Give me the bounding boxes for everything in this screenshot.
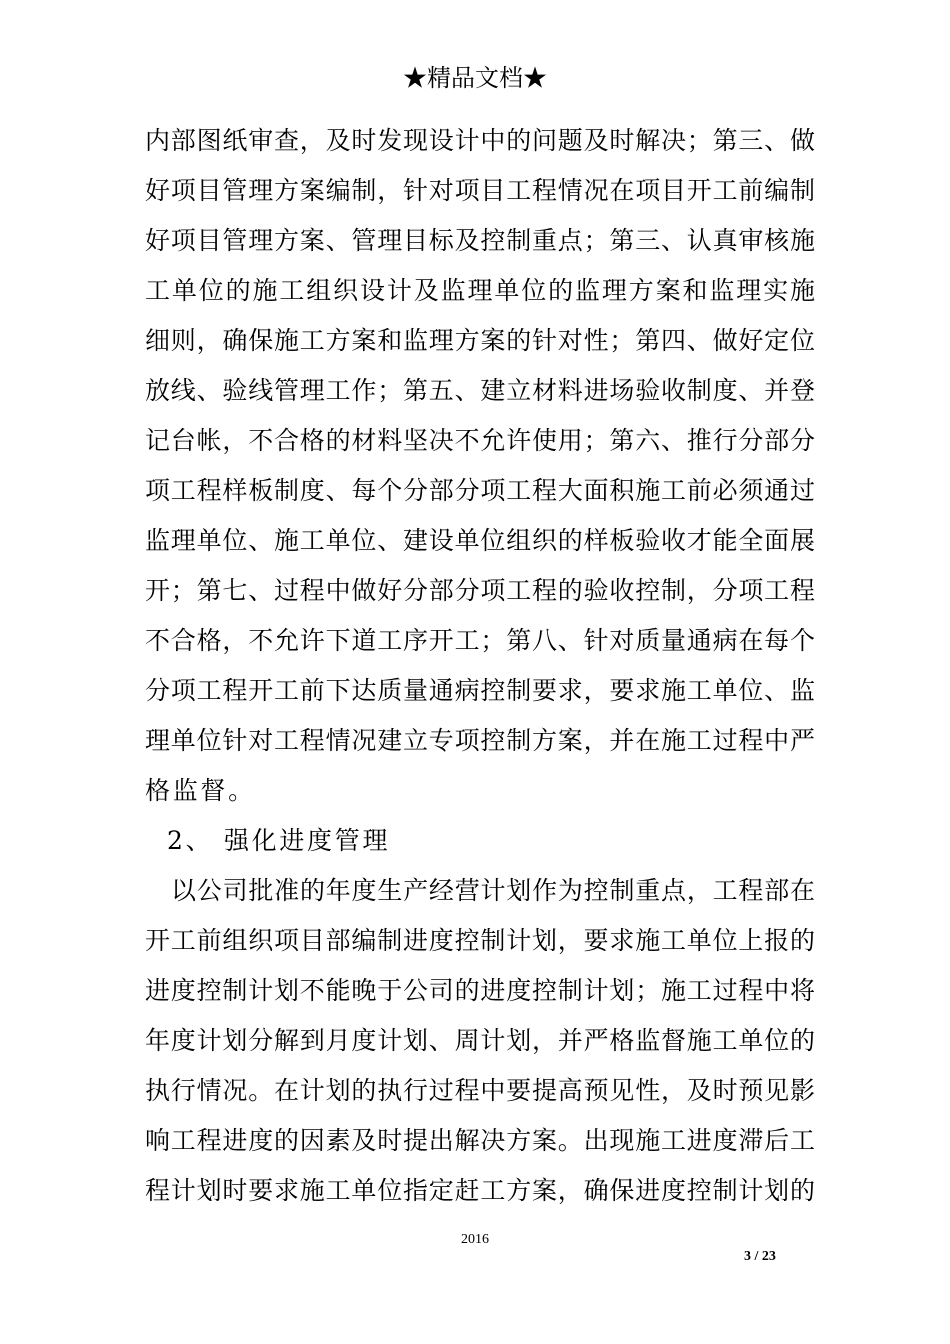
text-line: 放线、验线管理工作；第五、建立材料进场验收制度、并登	[145, 376, 815, 405]
document-body	[145, 116, 815, 1216]
text-line: 分项工程开工前下达质量通病控制要求，要求施工单位、监	[145, 676, 815, 705]
text-line: 开工前组织项目部编制进度控制计划，要求施工单位上报的	[145, 926, 815, 955]
text-line: 好项目管理方案编制，针对项目工程情况在项目开工前编制	[145, 176, 815, 205]
text-line: 内部图纸审查，及时发现设计中的问题及时解决；第三、做	[145, 126, 815, 155]
footer-year: 2016	[461, 1232, 489, 1247]
page-number: 3 / 23	[744, 1249, 776, 1264]
page-header-title: ★精品文档★	[403, 64, 547, 92]
text-line: 开；第七、过程中做好分部分项工程的验收控制，分项工程	[145, 576, 815, 605]
text-line: 程计划时要求施工单位指定赶工方案，确保进度控制计划的	[145, 1176, 815, 1205]
text-line: 理单位针对工程情况建立专项控制方案，并在施工过程中严	[145, 726, 815, 755]
text-line: 执行情况。在计划的执行过程中要提高预见性，及时预见影	[145, 1076, 815, 1105]
text-line: 监理单位、施工单位、建设单位组织的样板验收才能全面展	[145, 526, 815, 555]
text-line: 以公司批准的年度生产经营计划作为控制重点，工程部在	[171, 876, 815, 905]
text-line: 不合格，不允许下道工序开工；第八、针对质量通病在每个	[145, 626, 815, 655]
section-heading: 2、 强化进度管理	[167, 826, 391, 855]
text-line: 好项目管理方案、管理目标及控制重点；第三、认真审核施	[145, 226, 815, 255]
text-line: 进度控制计划不能晚于公司的进度控制计划；施工过程中将	[145, 976, 815, 1005]
text-line: 项工程样板制度、每个分部分项工程大面积施工前必须通过	[145, 476, 815, 505]
text-line: 记台帐，不合格的材料坚决不允许使用；第六、推行分部分	[145, 426, 815, 455]
text-line: 年度计划分解到月度计划、周计划，并严格监督施工单位的	[145, 1026, 815, 1055]
text-line: 工单位的施工组织设计及监理单位的监理方案和监理实施	[145, 276, 815, 305]
text-line: 细则，确保施工方案和监理方案的针对性；第四、做好定位	[145, 326, 815, 355]
text-line: 格监督。	[145, 776, 256, 805]
text-line: 响工程进度的因素及时提出解决方案。出现施工进度滞后工	[145, 1126, 815, 1155]
